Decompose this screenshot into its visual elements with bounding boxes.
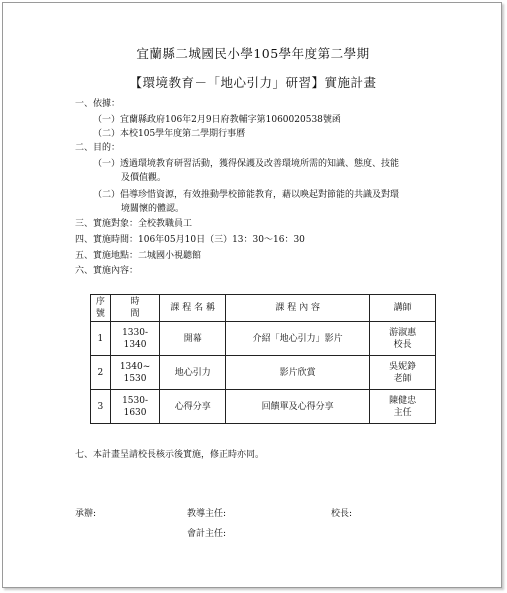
table-row — [91, 390, 436, 424]
purpose-item-2-line-1: （二）倡導珍惜資源，有效推動學校節能教育，藉以喚起對節能的共識及對環 — [93, 190, 400, 200]
cell-speaker-title: 老師 — [393, 373, 412, 384]
cell-speaker-title: 主任 — [393, 407, 412, 418]
section-content-heading: 六、實施內容： — [75, 266, 139, 276]
schedule-table — [90, 294, 436, 424]
cell-time-end: 1530 — [123, 373, 147, 384]
cell-course-name: 地心引力 — [160, 356, 226, 390]
cell-time-start: 1340~ — [119, 361, 151, 372]
cell-speaker-name: 吳妮錚 — [389, 361, 417, 372]
document-page — [2, 2, 502, 588]
document-title-school: 宜蘭縣二城國民小學105學年度第二學期 — [136, 46, 370, 61]
cell-course-content: 回饋單及心得分享 — [226, 390, 370, 424]
cell-time-start: 1330- — [122, 327, 149, 338]
cell-time — [110, 322, 160, 356]
cell-course-content: 介紹「地心引力」影片 — [226, 322, 370, 356]
header-time-line-2: 間 — [130, 309, 140, 319]
cell-speaker-name: 游淑惠 — [389, 327, 417, 338]
header-course-content: 課 程 內 容 — [226, 295, 370, 322]
header-time-line-1: 時 — [130, 297, 140, 307]
section-closing: 七、本計畫呈請校長核示後實施，修正時亦同。 — [75, 450, 265, 460]
signature-academic-director: 教導主任: — [187, 509, 227, 519]
purpose-item-1-line-2: 及價值觀。 — [121, 173, 167, 183]
cell-course-content: 影片欣賞 — [226, 356, 370, 390]
signature-accounting-director: 會計主任: — [187, 529, 227, 539]
cell-time-end: 1630 — [123, 407, 147, 418]
signature-handler: 承辦: — [75, 509, 97, 519]
header-speaker: 講師 — [370, 295, 436, 322]
cell-time — [110, 390, 160, 424]
header-no-line-1: 序 — [95, 297, 105, 307]
table-header-row — [91, 295, 436, 322]
section-place: 五、實施地點：二城國小視聽館 — [75, 251, 202, 261]
header-no — [91, 295, 111, 322]
basis-item-1: （一）宜蘭縣政府106年2月9日府教輔字第1060020538號函 — [93, 115, 341, 125]
table-row — [91, 322, 436, 356]
cell-speaker — [370, 322, 436, 356]
cell-speaker — [370, 356, 436, 390]
document-title-plan: 【環境教育－「地心引力」研習】實施計畫 — [129, 75, 377, 90]
cell-speaker-title: 校長 — [393, 339, 412, 350]
purpose-item-1-line-1: （一）透過環境教育研習活動，獲得保護及改善環境所需的知識、態度、技能 — [93, 159, 400, 169]
cell-no: 1 — [91, 322, 111, 356]
cell-course-name: 心得分享 — [160, 390, 226, 424]
section-basis-heading: 一、依據： — [75, 99, 121, 109]
cell-speaker-name: 陳健忠 — [389, 395, 417, 406]
header-time — [110, 295, 160, 322]
cell-speaker — [370, 390, 436, 424]
signature-principal: 校長: — [331, 509, 353, 519]
header-no-line-2: 號 — [95, 309, 105, 319]
purpose-item-2-line-2: 境關懷的體認。 — [121, 204, 185, 214]
cell-time — [110, 356, 160, 390]
header-course-name: 課 程 名 稱 — [160, 295, 226, 322]
section-time: 四、實施時間：106年05月10日（三）13：30～16：30 — [75, 235, 305, 245]
section-purpose-heading: 二、目的： — [75, 143, 121, 153]
basis-item-2: （二）本校105學年度第二學期行事曆 — [93, 129, 246, 139]
table-row — [91, 356, 436, 390]
cell-time-start: 1530- — [122, 395, 149, 406]
cell-no: 2 — [91, 356, 111, 390]
cell-time-end: 1340 — [123, 339, 147, 350]
cell-course-name: 開幕 — [160, 322, 226, 356]
section-target: 三、實施對象：全校教職員工 — [75, 219, 193, 229]
cell-no: 3 — [91, 390, 111, 424]
